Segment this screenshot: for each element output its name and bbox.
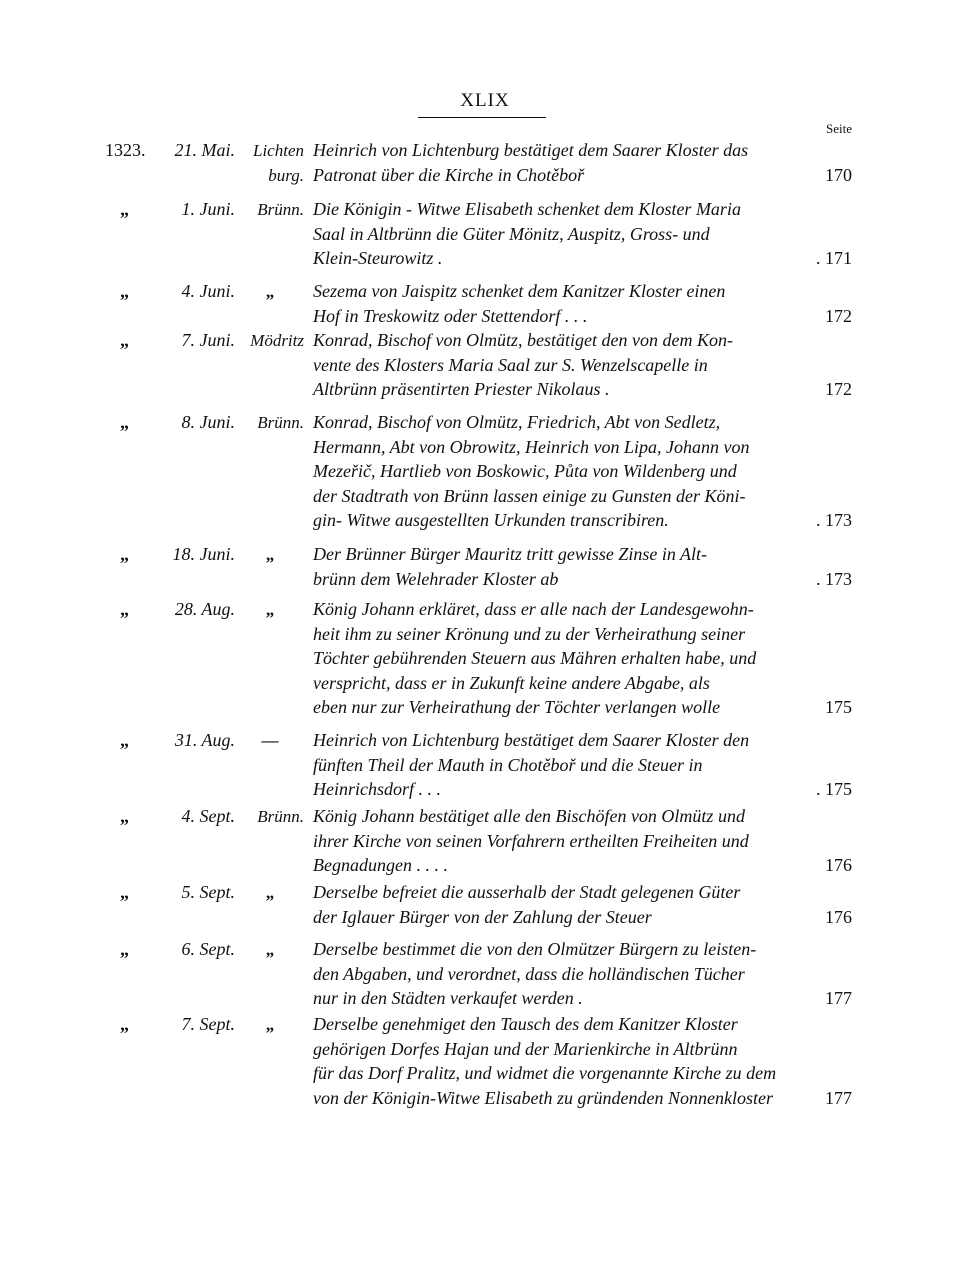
- entry-day: 1. Juni.: [181, 199, 235, 219]
- text-line: Altbrünn präsentirten Priester Nikolaus .: [313, 379, 610, 400]
- entry-page-ref: 177: [825, 988, 852, 1009]
- text-line: nur in den Städten verkaufet werden .: [313, 988, 583, 1009]
- text-line: Hermann, Abt von Obrowitz, Heinrich von Lipa, Johann von: [313, 436, 750, 457]
- place-line: burg.: [268, 166, 304, 185]
- ditto-mark: „: [120, 199, 129, 219]
- entry-place: „: [265, 883, 275, 902]
- ditto-mark: „: [120, 544, 129, 564]
- text-line: Klein-Steurowitz .: [313, 248, 443, 269]
- text-line: heit ihm zu seiner Krönung und zu der Verheirathung seiner: [313, 623, 746, 644]
- entry-place: —: [261, 731, 279, 750]
- text-line: fünften Theil der Mauth in Chotěboř und die Steuer in: [313, 754, 703, 775]
- ditto-mark: „: [120, 412, 129, 432]
- place-line: Brünn.: [257, 413, 304, 432]
- page-number: XLIX: [460, 90, 510, 111]
- entry-page-ref: . 171: [816, 248, 852, 269]
- entry-text: [313, 937, 810, 1011]
- ditto-mark: „: [120, 599, 129, 619]
- ditto-mark: „: [120, 939, 129, 959]
- seite-column-label: Seite: [826, 121, 852, 136]
- text-line: Saal in Altbrünn die Güter Mönitz, Auspitz, Gross- und: [313, 223, 710, 244]
- entry-day: 4. Juni.: [181, 281, 235, 301]
- entry-day: 21. Mai.: [174, 140, 235, 160]
- text-line: Heinrich von Lichtenburg bestätiget dem Saarer Kloster den: [313, 730, 750, 750]
- entry-text: [313, 542, 810, 591]
- text-line: Derselbe genehmiget den Tausch des dem Kanitzer Kloster: [313, 1014, 738, 1034]
- entry-day: 8. Juni.: [181, 412, 235, 432]
- entry-place: „: [265, 940, 275, 959]
- text-line: vente des Klosters Maria Saal zur S. Wenzelscapelle in: [313, 354, 708, 375]
- place-line: Mödritz: [250, 331, 304, 350]
- ditto-mark: „: [120, 806, 129, 826]
- entry-page-ref: . 175: [816, 779, 852, 800]
- text-line: brünn dem Welehrader Kloster ab: [313, 568, 559, 589]
- entry-day: 7. Juni.: [181, 330, 235, 350]
- text-line: Heinrichsdorf . . .: [313, 779, 441, 800]
- place-line: Brünn.: [257, 807, 304, 826]
- entry-page-ref: 172: [825, 305, 852, 326]
- text-line: ihrer Kirche von seinen Vorfahrern ertheilten Freiheiten und: [313, 830, 749, 851]
- text-line: von der Königin-Witwe Elisabeth zu gründenden Nonnenkloster: [313, 1087, 773, 1108]
- text-line: Töchter gebührenden Steuern aus Mähren erhalten habe, und: [313, 648, 757, 669]
- entry-day: 4. Sept.: [181, 806, 235, 826]
- entry-place: [238, 197, 304, 222]
- text-line: Sezema von Jaispitz schenket dem Kanitzer Kloster einen: [313, 281, 726, 301]
- entry-page-ref: 176: [825, 906, 852, 927]
- entry-text: [313, 1012, 810, 1110]
- text-line: Konrad, Bischof von Olmütz, Friedrich, Abt von Sedletz,: [313, 412, 721, 432]
- entry-day: 6. Sept.: [181, 939, 235, 959]
- entry-text: [313, 597, 810, 720]
- entry-day: 18. Juni.: [172, 544, 235, 564]
- entry-text: [313, 804, 810, 878]
- text-line: Patronat über die Kirche in Chotěboř: [313, 164, 585, 185]
- entry-day: 31. Aug.: [174, 730, 235, 750]
- entry-page-ref: 175: [825, 697, 852, 718]
- entry-text: [313, 880, 810, 929]
- entry-place: [238, 804, 304, 829]
- text-line: Der Brünner Bürger Mauritz tritt gewisse Zinse in Alt-: [313, 544, 707, 564]
- text-line: König Johann bestätiget alle den Bischöfen von Olmütz und: [313, 806, 745, 826]
- ditto-mark: „: [120, 730, 129, 750]
- text-line: gin- Witwe ausgestellten Urkunden transcribiren.: [313, 510, 669, 531]
- header-rule: [418, 117, 546, 118]
- text-line: König Johann erkläret, dass er alle nach der Landesgewohn-: [313, 599, 754, 619]
- text-line: Hof in Treskowitz oder Stettendorf . . .: [313, 305, 588, 326]
- entry-page-ref: . 173: [816, 510, 852, 531]
- entry-place: „: [265, 545, 275, 564]
- place-line: Brünn.: [257, 200, 304, 219]
- ditto-mark: „: [120, 882, 129, 902]
- text-line: verspricht, dass er in Zukunft keine andere Abgabe, als: [313, 672, 710, 693]
- text-line: der Iglauer Bürger von der Zahlung der Steuer: [313, 906, 652, 927]
- entry-page-ref: 170: [825, 164, 852, 185]
- entry-text: [313, 279, 810, 328]
- entry-place: „: [265, 282, 275, 301]
- text-line: gehörigen Dorfes Hajan und der Marienkirche in Altbrünn: [313, 1038, 738, 1059]
- entry-text: [313, 138, 810, 187]
- text-line: für das Dorf Pralitz, und widmet die vorgenannte Kirche zu dem: [313, 1063, 777, 1084]
- entry-place: „: [265, 600, 275, 619]
- entry-page-ref: . 173: [816, 568, 852, 589]
- entry-place: [238, 328, 304, 353]
- text-line: Begnadungen . . . .: [313, 855, 448, 876]
- text-line: Konrad, Bischof von Olmütz, bestätiget den von dem Kon-: [313, 330, 733, 350]
- entry-day: 7. Sept.: [181, 1014, 235, 1034]
- entry-place: [238, 410, 304, 435]
- entry-place: [238, 138, 304, 188]
- text-line: Heinrich von Lichtenburg bestätiget dem Saarer Kloster das: [313, 140, 749, 160]
- text-line: Mezeřič, Hartlieb von Boskowic, Půta von Wildenberg und: [313, 461, 737, 482]
- text-line: den Abgaben, und verordnet, dass die holländischen Tücher: [313, 963, 745, 984]
- place-line: Lichten: [253, 141, 304, 160]
- ditto-mark: „: [120, 1014, 129, 1034]
- text-line: eben nur zur Verheirathung der Töchter verlangen wolle: [313, 697, 721, 718]
- ditto-mark: „: [120, 281, 129, 301]
- entry-text: [313, 728, 810, 802]
- entry-place: „: [265, 1015, 275, 1034]
- entry-text: [313, 328, 810, 402]
- entry-day: 28. Aug.: [174, 599, 235, 619]
- entry-year: 1323.: [105, 140, 146, 160]
- text-line: der Stadtrath von Brünn lassen einige zu Gunsten der Köni-: [313, 485, 746, 506]
- text-line: Derselbe bestimmet die von den Olmützer Bürgern zu leisten-: [313, 939, 757, 959]
- text-line: Die Königin - Witwe Elisabeth schenket dem Kloster Maria: [313, 199, 741, 219]
- entry-page-ref: 176: [825, 855, 852, 876]
- ditto-mark: „: [120, 330, 129, 350]
- entry-text: [313, 410, 810, 533]
- entry-text: [313, 197, 810, 271]
- text-line: Derselbe befreiet die ausserhalb der Stadt gelegenen Güter: [313, 882, 741, 902]
- entry-day: 5. Sept.: [181, 882, 235, 902]
- entry-page-ref: 172: [825, 379, 852, 400]
- entry-page-ref: 177: [825, 1087, 852, 1108]
